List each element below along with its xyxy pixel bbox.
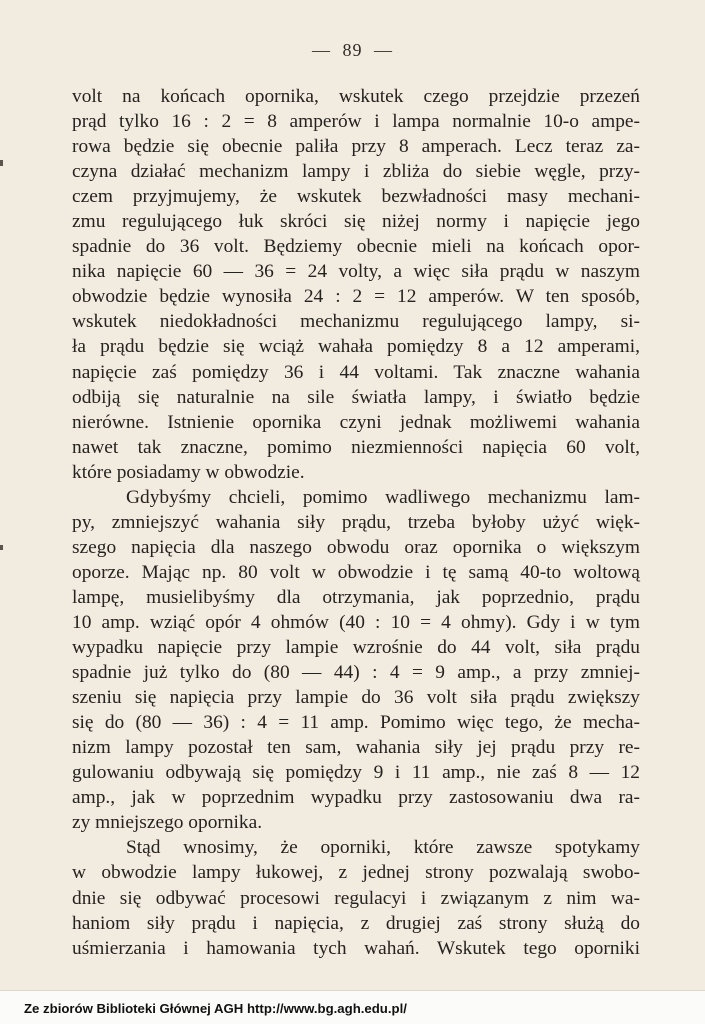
text-line: wskutek niedokładności mechanizmu regulującego lampy, si- [72,311,640,333]
text-line: zy mniejszego opornika. [72,812,263,834]
text-line: szego napięcia dla naszego obwodu oraz opornika o większym [72,536,640,558]
text-line: oporze. Mając np. 80 volt w obwodzie i tę samą 40-to woltową [72,561,640,583]
text-line: rowa będzie się obecnie paliła przy 8 amperach. Lecz teraz za- [72,136,640,158]
text-line: ła prądu będzie się wciąż wahała pomiędzy 8 a 12 amperami, [72,336,640,358]
text-line: napięcie zaś pomiędzy 36 i 44 voltami. Tak znaczne wahania [72,361,640,383]
text-line: amp., jak w poprzednim wypadku przy zastosowaniu dwa ra- [72,787,640,809]
text-line: czyna działać mechanizm lampy i zbliża do siebie węgle, przy- [72,161,640,183]
page-edge-mark [0,545,3,550]
text-line: szeniu się napięcia przy lampie do 36 volt siła prądu zwiększy [72,687,640,709]
text-line: haniom siły prądu i napięcia, z drugiej zaś strony służą do [72,912,640,934]
text-line: spadnie już tylko do (80 — 44) : 4 = 9 amp., a przy zmniej- [72,662,640,684]
text-line: wypadku napięcie przy lampie wzrośnie do 44 volt, siła prądu [72,637,640,659]
text-line: dnie się odbywać procesowi regulacyi i związanym z nim wa- [72,887,640,909]
text-line: zmu regulującego łuk skróci się niżej normy i napięcie jego [72,211,640,233]
text-line: spadnie do 36 volt. Będziemy obecnie mieli na końcach opor- [72,236,640,258]
text-line: uśmierzania i hamowania tych wahań. Wskutek tego oporniki [72,937,640,959]
text-line: nika napięcie 60 — 36 = 24 volty, a więc siła prądu w naszym [72,261,640,283]
body-text [72,84,640,961]
paragraph-start-line: Stąd wnosimy, że oporniki, które zawsze spotykamy [126,837,640,859]
text-line: czem przyjmujemy, że wskutek bezwładności masy mechani- [72,186,640,208]
text-line: się do (80 — 36) : 4 = 11 amp. Pomimo więc tego, że mecha- [72,712,640,734]
text-line: obwodzie będzie wynosiła 24 : 2 = 12 amperów. W ten sposób, [72,286,640,308]
page-edge-mark [0,160,3,166]
text-line: 10 amp. wziąć opór 4 ohmów (40 : 10 = 4 ohmy). Gdy i w tym [72,611,640,633]
text-line: odbiją się naturalnie na sile światła lampy, i światło będzie [72,386,640,408]
text-line: lampę, musielibyśmy dla otrzymania, jak poprzednio, prądu [72,586,640,608]
text-line: w obwodzie lampy łukowej, z jednej strony pozwalają swobo- [72,862,640,884]
text-line: volt na końcach opornika, wskutek czego przejdzie przezeń [72,86,640,107]
text-line: prąd tylko 16 : 2 = 8 amperów i lampa normalnie 10-o ampe- [72,111,640,133]
text-line: nierówne. Istnienie opornika czyni jednak możliwemi wahania [72,411,640,433]
text-line: nawet tak znaczne, pomimo niezmienności napięcia 60 volt, [72,436,640,458]
paragraph-start-line: Gdybyśmy chcieli, pomimo wadliwego mechanizmu lam- [126,486,640,508]
text-line: nizm lampy pozostał ten sam, wahania siły jej prądu przy re- [72,737,640,759]
library-credit-footer: Ze zbiorów Biblioteki Głównej AGH http://www.bg.agh.edu.pl/ [24,1001,407,1016]
text-line: py, zmniejszyć wahania siły prądu, trzeba byłoby użyć więk- [72,511,640,533]
page-number: — 89 — [312,40,393,60]
text-line: które posiadamy w obwodzie. [72,461,305,483]
text-line: gulowaniu odbywają się pomiędzy 9 i 11 amp., nie zaś 8 — 12 [72,762,640,784]
